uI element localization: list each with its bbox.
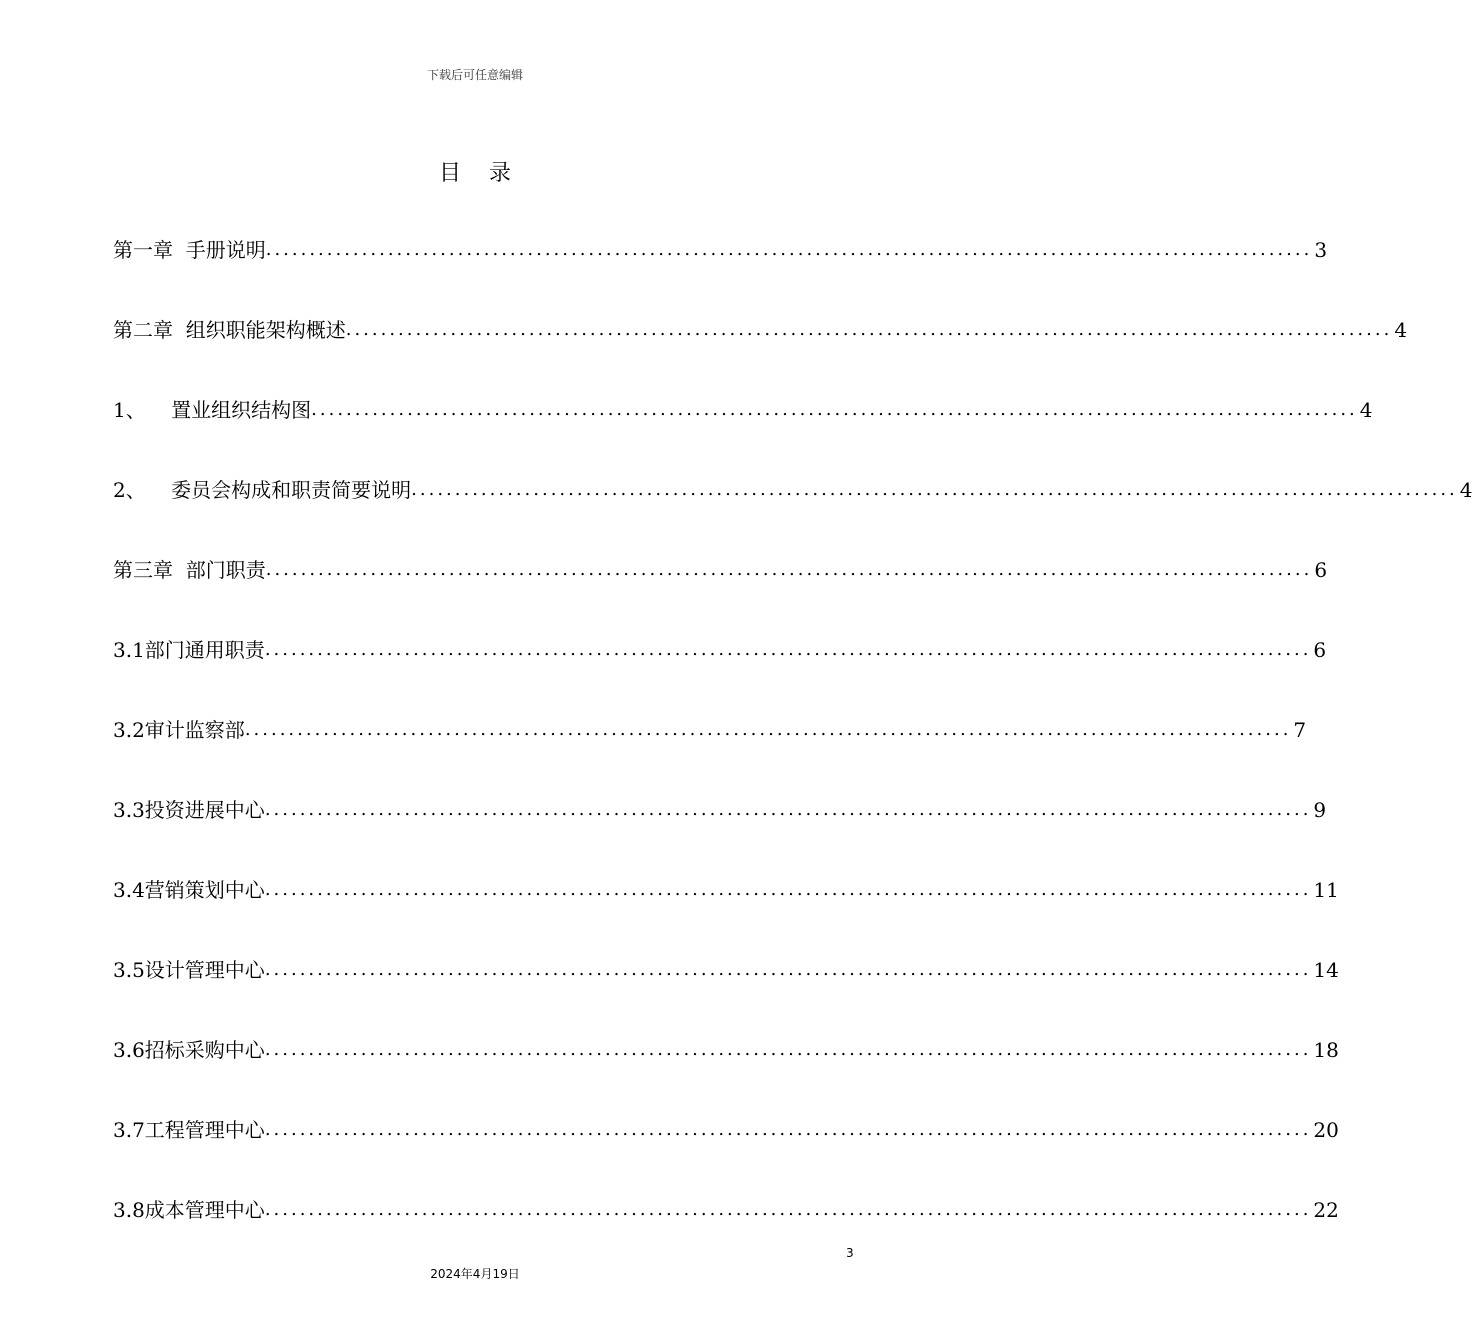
toc-entry[interactable] <box>113 470 1473 550</box>
toc-leader-dots: ........................................................................................................................ <box>411 479 1458 500</box>
toc-entry-page: 20 <box>1313 1118 1339 1142</box>
toc-leader-dots: ........................................................................................................................ <box>244 719 1292 740</box>
toc-entry-page: 4 <box>1459 478 1473 502</box>
toc-entry[interactable] <box>113 710 1307 790</box>
toc-leader-dots: ........................................................................................................................ <box>264 799 1312 820</box>
toc-leader-dots: ........................................................................................................................ <box>264 1039 1312 1060</box>
toc-title: 目录 <box>438 161 539 186</box>
toc-entry[interactable] <box>113 1030 1339 1110</box>
page-number: 3 <box>846 1246 854 1260</box>
toc-entry[interactable] <box>113 550 1328 630</box>
toc-entry-label: 2、 委员会构成和职责简要说明 <box>113 478 412 502</box>
toc-entry-page: 6 <box>1313 638 1327 662</box>
toc-entry-label: 3.4营销策划中心 <box>113 878 265 902</box>
toc-entry-page: 6 <box>1314 558 1328 582</box>
toc-leader-dots: ........................................................................................................................ <box>265 559 1313 580</box>
toc-entry-page: 18 <box>1313 1038 1339 1062</box>
toc-entry-label: 第一章 手册说明 <box>113 238 266 262</box>
toc-leader-dots: ........................................................................................................................ <box>264 879 1312 900</box>
toc-entry-page: 11 <box>1313 878 1339 902</box>
toc-leader-dots: ........................................................................................................................ <box>265 239 1313 260</box>
toc-entry-label: 第二章 组织职能架构概述 <box>113 318 346 342</box>
toc-entry[interactable] <box>113 630 1327 710</box>
toc-entry-page: 14 <box>1313 958 1339 982</box>
toc-entry[interactable] <box>113 1110 1339 1190</box>
toc-entry-page: 22 <box>1313 1198 1339 1222</box>
toc-leader-dots: ........................................................................................................................ <box>264 1119 1312 1140</box>
toc-entry-page: 3 <box>1314 238 1328 262</box>
toc-entry-label: 3.8成本管理中心 <box>113 1198 265 1222</box>
toc-leader-dots: ........................................................................................................................ <box>264 1199 1312 1220</box>
toc-entry-label: 3.5设计管理中心 <box>113 958 265 982</box>
toc-entry-label: 3.3投资进展中心 <box>113 798 265 822</box>
toc-entry[interactable] <box>113 310 1408 390</box>
toc-leader-dots: ........................................................................................................................ <box>345 319 1393 340</box>
toc-entry[interactable] <box>113 870 1339 950</box>
header-note: 下载后可任意编辑 <box>426 68 523 82</box>
toc-entry-page: 9 <box>1313 798 1327 822</box>
toc-entry[interactable] <box>113 1190 1339 1270</box>
toc-entry[interactable] <box>113 790 1327 870</box>
toc-entry[interactable] <box>113 950 1339 1030</box>
toc-entry-label: 1、 置业组织结构图 <box>113 398 312 422</box>
toc-entry[interactable] <box>113 390 1373 470</box>
toc-entry-label: 3.2审计监察部 <box>113 718 245 742</box>
toc-entry[interactable] <box>113 230 1328 310</box>
table-of-contents <box>113 230 1473 1270</box>
toc-entry-label: 3.1部门通用职责 <box>113 638 265 662</box>
toc-entry-label: 3.7工程管理中心 <box>113 1118 265 1142</box>
toc-leader-dots: ........................................................................................................................ <box>264 959 1312 980</box>
toc-leader-dots: ........................................................................................................................ <box>264 639 1312 660</box>
toc-entry-label: 3.6招标采购中心 <box>113 1038 265 1062</box>
footer-date: 2024年4月19日 <box>430 1267 520 1281</box>
toc-entry-label: 第三章 部门职责 <box>113 558 266 582</box>
toc-entry-page: 7 <box>1293 718 1307 742</box>
toc-entry-page: 4 <box>1394 318 1408 342</box>
toc-leader-dots: ........................................................................................................................ <box>311 399 1358 420</box>
toc-entry-page: 4 <box>1359 398 1373 422</box>
